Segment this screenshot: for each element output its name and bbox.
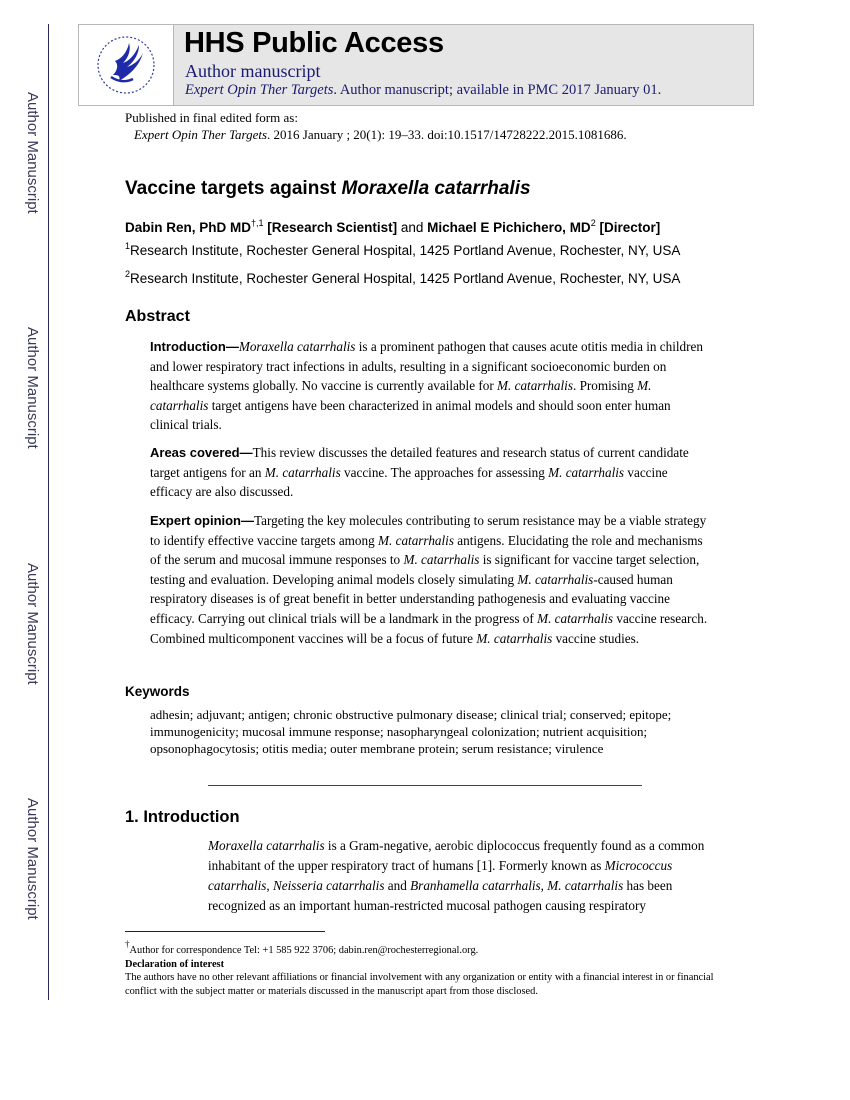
published-label: Published in final edited form as: (125, 110, 298, 125)
section-lead: Areas covered— (150, 445, 253, 460)
affiliation (125, 271, 680, 286)
hhs-public-access-title: HHS Public Access (184, 27, 444, 59)
abstract-heading: Abstract (125, 308, 190, 325)
correspondence-note (125, 939, 725, 958)
text-run: -caused human respiratory diseases is of great benefit in better understanding pathogenesis and evaluating vaccine efficacy. Carrying out clinical trials will be a landmark in the progress of (150, 571, 673, 626)
species-name: M. catarrhalis (497, 378, 573, 394)
availability-line (185, 82, 661, 99)
author-sup: 2 (590, 218, 596, 228)
text-run: , (266, 878, 273, 893)
logo-cell (79, 25, 174, 105)
hhs-header (78, 24, 754, 106)
species-name: M. catarrhalis (517, 571, 594, 587)
keywords-heading: Keywords (125, 684, 190, 699)
side-label-author-manuscript (24, 92, 44, 252)
side-label-text: Author Manuscript (24, 563, 41, 685)
citation (125, 126, 627, 143)
author-manuscript-subtitle: Author manuscript (185, 61, 321, 81)
article-title (125, 178, 531, 200)
abstract-introduction (150, 337, 710, 435)
keywords-list: adhesin; adjuvant; antigen; chronic obstructive pulmonary disease; clinical trial; conserved; epitope; immunogenicity; mucosal immune response; nasopharyngeal colonization; nutrient acquisition; opsonophagocytosis; otitis media; outer membrane protein; serum resistance; virulence (150, 707, 672, 756)
correspondence-text: Author for correspondence Tel: +1 585 922 3706; dabin.ren@rochesterregional.org. (129, 945, 479, 956)
side-label-author-manuscript (24, 798, 44, 958)
text-run: Targeting the key molecules contributing to serum resistance may be a viable strategy to identify effective vaccine targets among (150, 513, 707, 548)
species-name: M. catarrhalis (547, 878, 624, 893)
author-name: Michael E Pichichero, MD (427, 220, 591, 235)
introduction-body (208, 836, 728, 916)
margin-rule (48, 24, 49, 1000)
species-name: M. catarrhalis (378, 532, 454, 548)
abstract-expert-opinion (150, 511, 710, 648)
species-name: Moraxella catarrhalis (208, 838, 325, 853)
affiliation-sup: 2 (125, 269, 131, 279)
text-run: is a prominent pathogen that causes acute otitis media in children and lower respiratory tract infections in adults, resulting in a significant socioeconomic burden on healthcare systems globally. No vaccine is currently available for (150, 339, 703, 394)
text-run: antigens. Elucidating the role and mechanisms of the serum and mucosal immune responses to (150, 532, 703, 568)
citation-journal: Expert Opin Ther Targets (134, 127, 268, 142)
introduction-heading: 1. Introduction (125, 808, 240, 826)
footnotes (125, 939, 725, 998)
species-name: M. catarrhalis (476, 630, 553, 646)
abstract-areas-covered (150, 443, 710, 502)
text-run: is a Gram-negative, aerobic diplococcus frequently found as a common inhabitant of the upper respiratory tract of humans [1]. Formerly known as (208, 838, 705, 873)
text-run: This review discusses the detailed features and research status of current candidate target antigens for an (150, 445, 689, 480)
species-name: Moraxella catarrhalis (238, 339, 356, 354)
declaration-text: The authors have no other relevant affiliations or financial involvement with any organization or entity with a financial interest in or financial conflict with the subject matter or materials discussed in the manuscript apart from those disclosed. (125, 972, 714, 997)
affiliation-text: Research Institute, Rochester General Hospital, 1425 Portland Avenue, Rochester, NY, USA (130, 271, 681, 286)
side-label-text: Author Manuscript (24, 92, 41, 214)
side-label-author-manuscript (24, 563, 44, 723)
text-run: vaccine. The approaches for assessing (340, 464, 549, 480)
text-run: . Promising (572, 378, 638, 394)
text-run: vaccine efficacy are also discussed. (150, 464, 668, 500)
title-species: Moraxella catarrhalis (341, 178, 531, 199)
availability-text: . Author manuscript; available in PMC 2017 January 01. (333, 82, 662, 98)
side-label-text: Author Manuscript (24, 798, 41, 920)
text-run: target antigens have been characterized in animal models and should soon enter human clinical trials. (150, 397, 671, 433)
hhs-eagle-seal-icon (89, 31, 163, 99)
species-name: M. catarrhalis (264, 464, 341, 480)
species-name: Neisseria catarrhalis (272, 878, 385, 893)
text-run: , (540, 878, 548, 893)
citation-details: . 2016 January ; 20(1): 19–33. doi:10.1517/14728222.2015.1081686. (267, 127, 627, 142)
publication-info (125, 109, 627, 143)
author-name: Dabin Ren, PhD MD (125, 220, 252, 235)
text-run: is significant for vaccine target selection, testing and evaluation. Developing animal models closely simulating (150, 552, 700, 587)
species-name: Branhamella catarrhalis (410, 878, 541, 893)
section-lead: Expert opinion— (150, 513, 254, 528)
section-divider (208, 785, 642, 786)
author-role: [Research Scientist] (267, 220, 398, 235)
species-name: Micrococcus catarrhalis (208, 858, 673, 893)
side-label-text: Author Manuscript (24, 327, 41, 449)
footnote-marker: † (125, 939, 130, 949)
author-list (125, 220, 660, 235)
species-name: M. catarrhalis (150, 378, 652, 413)
species-name: M. catarrhalis (548, 464, 625, 480)
journal-name: Expert Opin Ther Targets (185, 82, 334, 98)
side-label-author-manuscript (24, 327, 44, 487)
affiliation (125, 243, 680, 258)
declaration-heading: Declaration of interest (125, 958, 225, 970)
author-role: [Director] (599, 220, 661, 235)
text-run: and (384, 878, 411, 893)
affiliation-sup: 1 (125, 241, 131, 251)
text-run: vaccine studies. (552, 630, 640, 646)
title-text: Vaccine targets against (125, 178, 342, 199)
species-name: M. catarrhalis (537, 610, 614, 626)
author-sup: †,1 (251, 218, 264, 228)
affiliation-text: Research Institute, Rochester General Hospital, 1425 Portland Avenue, Rochester, NY, USA (130, 243, 681, 258)
text-run: vaccine research. Combined multicomponent vaccines will be a focus of future (150, 610, 708, 646)
text-run: has been recognized as an important human-restricted mucosal pathogen causing respiratory (208, 878, 673, 913)
section-lead: Introduction— (150, 339, 239, 354)
species-name: M. catarrhalis (403, 552, 480, 568)
author-joiner: and (397, 220, 428, 235)
footnote-rule (125, 931, 325, 932)
